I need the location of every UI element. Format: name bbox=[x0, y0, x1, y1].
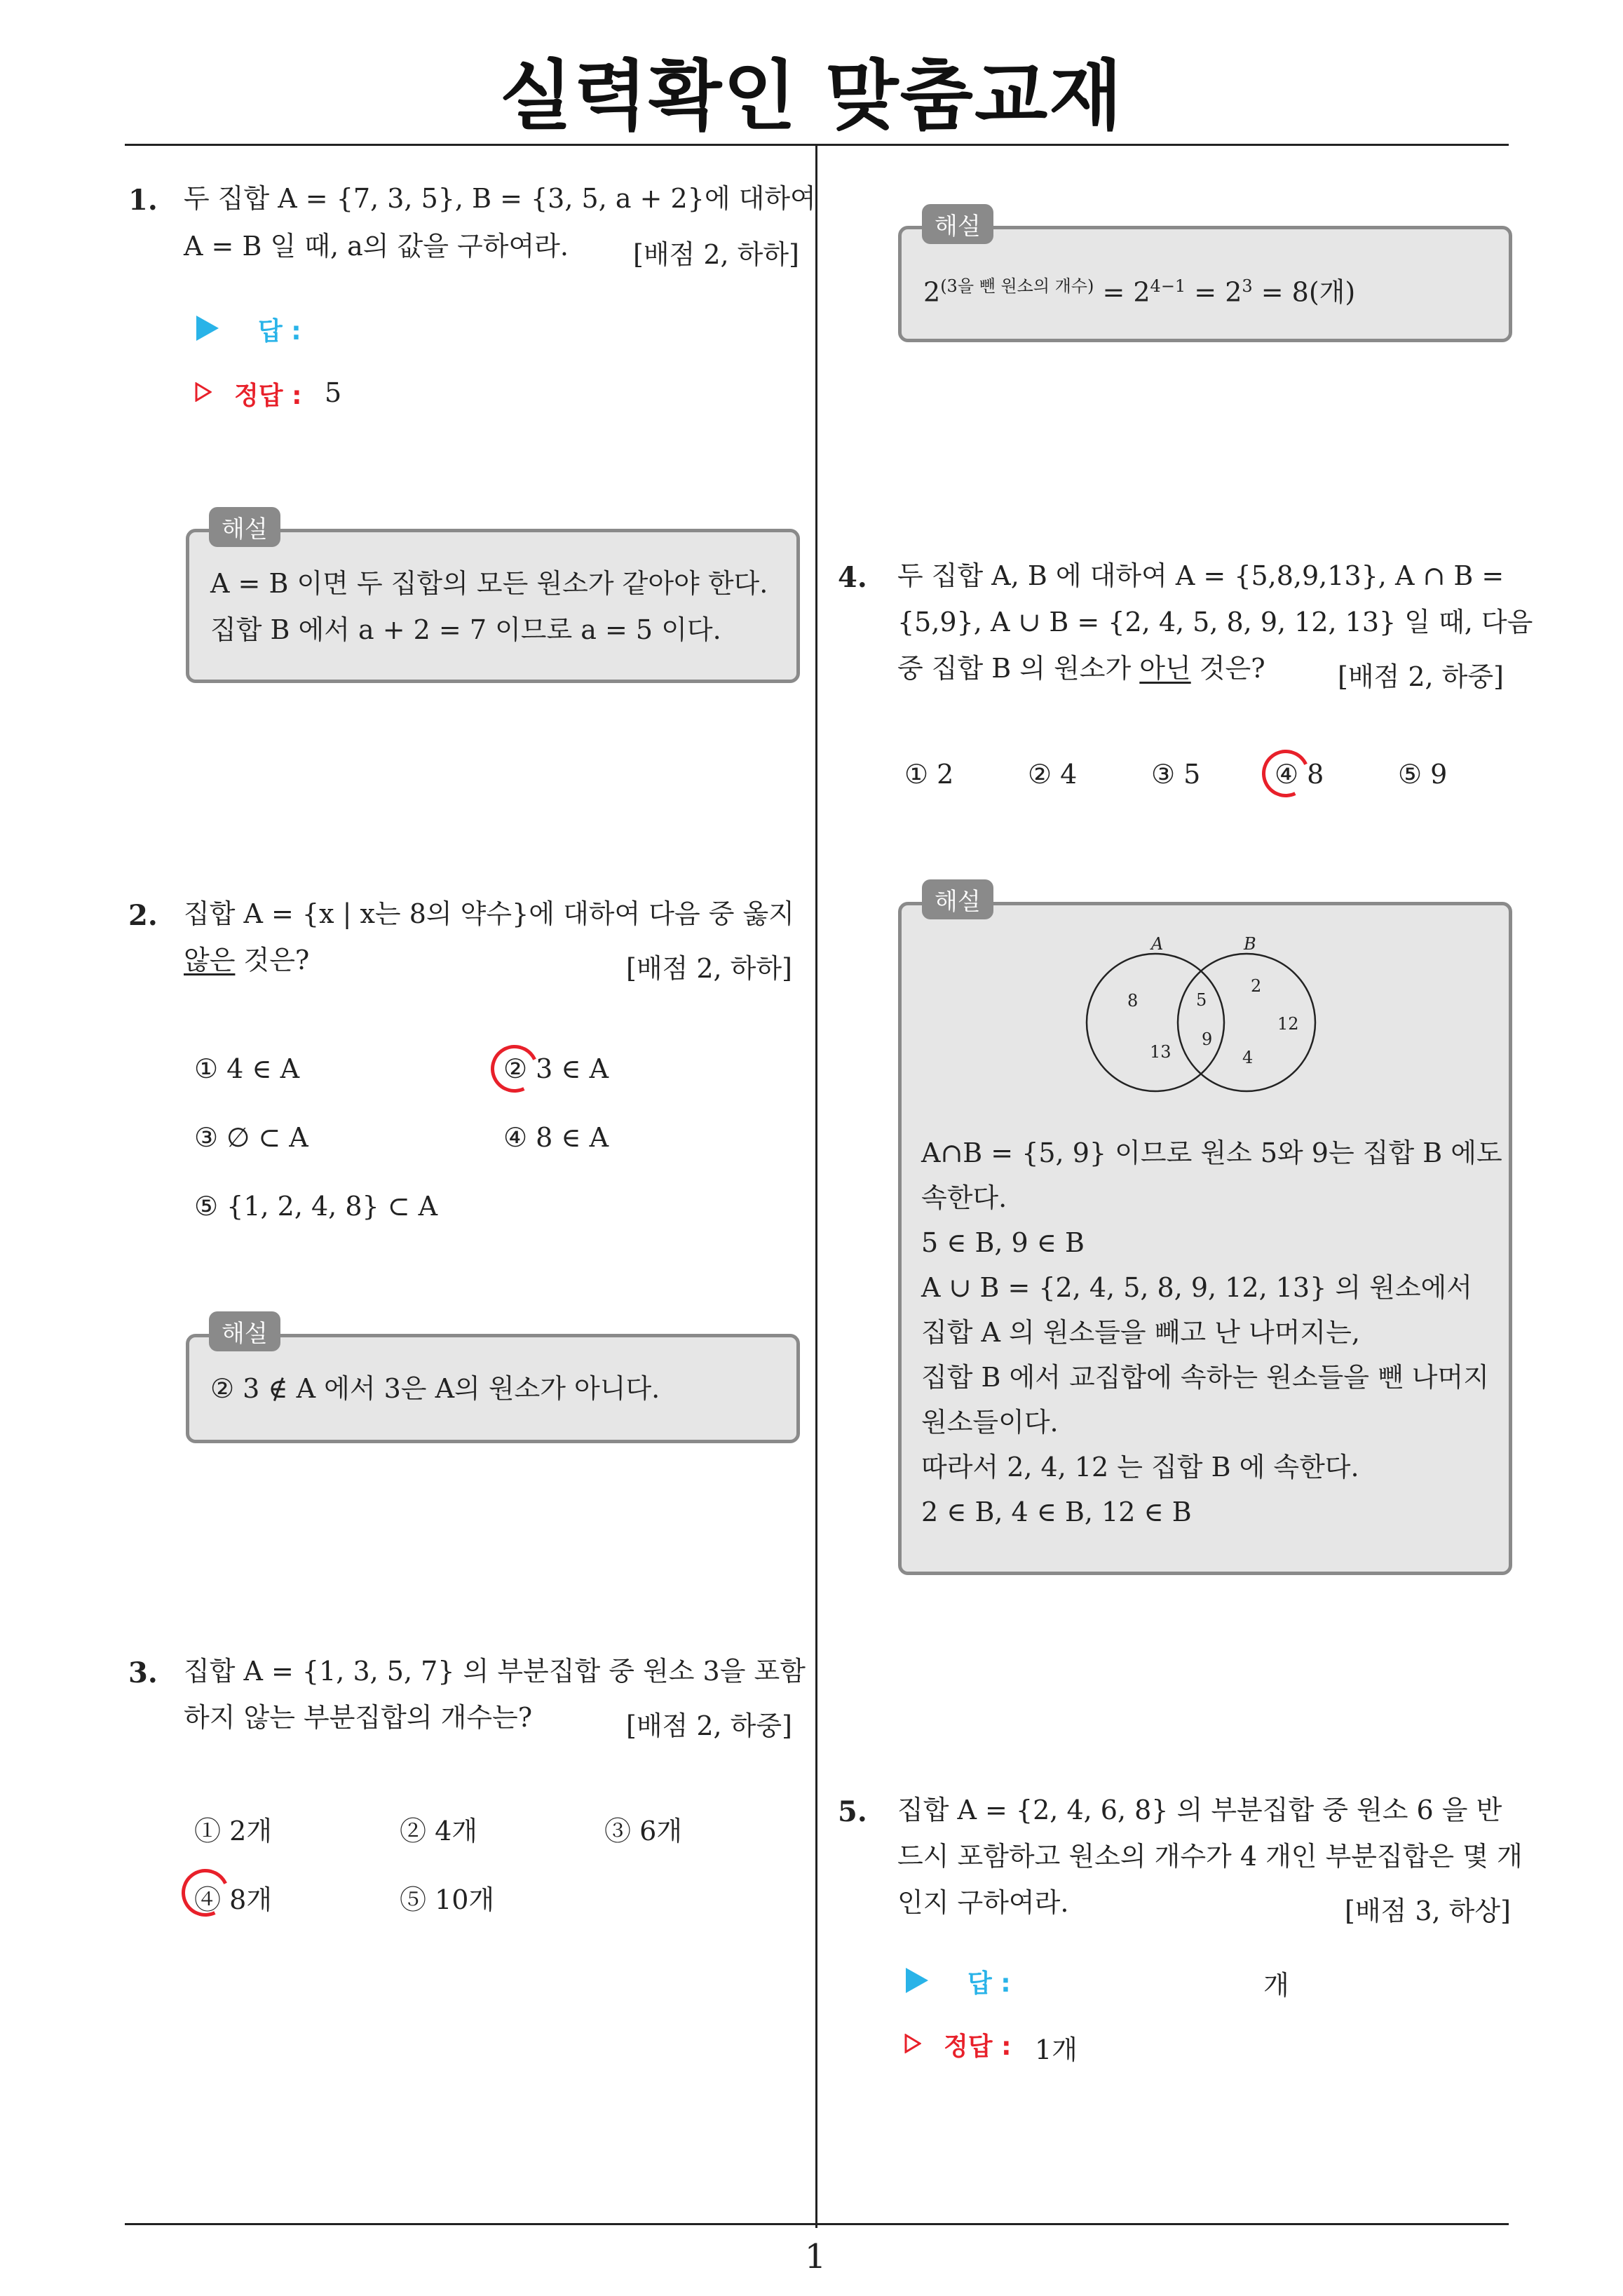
choice-4[interactable]: ④ 8개 bbox=[194, 1884, 272, 1915]
choice-2[interactable]: ② 4개 bbox=[400, 1816, 477, 1846]
question-text: 인지 구하여라. bbox=[897, 1887, 1069, 1918]
choice-4[interactable]: ④ 8 bbox=[1275, 759, 1324, 790]
question-text: 집합 A = {x | x는 8의 약수}에 대하여 다음 중 옳지 bbox=[184, 898, 794, 929]
explanation-line: A∩B = {5, 9} 이므로 원소 5와 9는 집합 B 에도 bbox=[921, 1137, 1502, 1168]
choice-2[interactable]: ② 4 bbox=[1028, 759, 1078, 790]
answer-mark-circle bbox=[1255, 743, 1316, 804]
venn-element: 5 bbox=[1196, 990, 1207, 1010]
explanation-line: A = B 이면 두 집합의 모든 원소가 같아야 한다. bbox=[210, 568, 768, 599]
question-number: 4. bbox=[838, 561, 867, 594]
choice-1[interactable]: ① 2 bbox=[904, 759, 954, 790]
choice-5[interactable]: ⑤ {1, 2, 4, 8} ⊂ A bbox=[194, 1191, 438, 1222]
choice-3[interactable]: ③ 6개 bbox=[604, 1816, 682, 1846]
explanation-line: A ∪ B = {2, 4, 5, 8, 9, 12, 13} 의 원소에서 bbox=[921, 1272, 1472, 1303]
correct-arrow-icon bbox=[904, 2034, 921, 2053]
venn-element: 4 bbox=[1242, 1048, 1254, 1067]
correct-value: 1개 bbox=[1035, 2034, 1078, 2065]
venn-element: 8 bbox=[1127, 991, 1139, 1011]
page-title: 실력확인 맞춤교재 bbox=[499, 53, 1124, 140]
explanation-line: ② 3 ∉ A 에서 3은 A의 원소가 아니다. bbox=[210, 1373, 660, 1404]
explanation-line: 속한다. bbox=[921, 1182, 1007, 1213]
venn-element: 13 bbox=[1150, 1042, 1172, 1062]
question-meta: [배점 2, 하중] bbox=[626, 1710, 792, 1741]
question-text: 중 집합 B 의 원소가 아닌 것은? bbox=[897, 653, 1265, 684]
explanation-tag: 해설 bbox=[209, 1311, 280, 1351]
explanation-tag: 해설 bbox=[209, 507, 280, 547]
choice-2[interactable]: ② 3 ∈ A bbox=[503, 1053, 609, 1084]
explanation-line: 따라서 2, 4, 12 는 집합 B 에 속한다. bbox=[921, 1452, 1359, 1483]
footer-rule bbox=[125, 2223, 1509, 2225]
correct-label: 정답 : bbox=[944, 2032, 1012, 2061]
venn-circle-a bbox=[1087, 954, 1224, 1091]
explanation-line: 2 ∈ B, 4 ∈ B, 12 ∈ B bbox=[921, 1497, 1192, 1527]
choice-1[interactable]: ① 4 ∈ A bbox=[194, 1053, 300, 1084]
explanation-line: 집합 A 의 원소들을 빼고 난 나머지는, bbox=[921, 1317, 1360, 1348]
question-text: 하지 않는 부분집합의 개수는? bbox=[184, 1702, 533, 1733]
question-text: 두 집합 A = {7, 3, 5}, B = {3, 5, a + 2}에 대하여 bbox=[184, 183, 816, 214]
venn-set-label-a: A bbox=[1151, 934, 1164, 954]
explanation-line: 5 ∈ B, 9 ∈ B bbox=[921, 1227, 1085, 1258]
explanation-tag: 해설 bbox=[922, 204, 993, 244]
question-meta: [배점 2, 하하] bbox=[626, 953, 792, 984]
question-meta: [배점 2, 하하] bbox=[633, 239, 799, 270]
question-text: 집합 A = {2, 4, 6, 8} 의 부분집합 중 원소 6 을 반 bbox=[897, 1795, 1502, 1825]
correct-value: 5 bbox=[325, 377, 342, 408]
question-text: 드시 포함하고 원소의 개수가 4 개인 부분집합은 몇 개 bbox=[897, 1841, 1523, 1872]
venn-element: 9 bbox=[1202, 1029, 1213, 1049]
venn-element: 2 bbox=[1251, 976, 1262, 996]
answer-arrow-icon bbox=[196, 316, 219, 341]
answer-unit: 개 bbox=[1263, 1970, 1289, 2001]
choice-5[interactable]: ⑤ 9 bbox=[1398, 759, 1448, 790]
venn-set-label-b: B bbox=[1244, 934, 1256, 954]
question-number: 2. bbox=[128, 899, 158, 932]
question-text: {5,9}, A ∪ B = {2, 4, 5, 8, 9, 12, 13} 일 때, 다음 bbox=[897, 607, 1533, 637]
question-meta: [배점 3, 하상] bbox=[1345, 1896, 1511, 1926]
question-meta: [배점 2, 하중] bbox=[1338, 661, 1504, 692]
question-number: 3. bbox=[128, 1656, 158, 1689]
page-number: 1 bbox=[804, 2237, 827, 2276]
answer-arrow-icon bbox=[906, 1968, 928, 1993]
explanation-line: 집합 B 에서 a + 2 = 7 이므로 a = 5 이다. bbox=[210, 614, 721, 645]
question-text: 두 집합 A, B 에 대하여 A = {5,8,9,13}, A ∩ B = bbox=[897, 560, 1505, 591]
column-divider bbox=[815, 145, 817, 2228]
choice-5[interactable]: ⑤ 10개 bbox=[400, 1884, 495, 1915]
choice-3[interactable]: ③ 5 bbox=[1151, 759, 1201, 790]
explanation-line: 집합 B 에서 교집합에 속하는 원소들을 뺀 나머지 bbox=[921, 1362, 1489, 1393]
choice-1[interactable]: ① 2개 bbox=[194, 1816, 272, 1846]
question-text: 집합 A = {1, 3, 5, 7} 의 부분집합 중 원소 3을 포함 bbox=[184, 1656, 806, 1687]
venn-element: 12 bbox=[1277, 1014, 1299, 1034]
explanation-line: 원소들이다. bbox=[921, 1407, 1059, 1438]
venn-diagram bbox=[1073, 933, 1339, 1101]
answer-label: 답 : bbox=[967, 1969, 1011, 1998]
question-number: 1. bbox=[128, 184, 158, 217]
question-text: A = B 일 때, a의 값을 구하여라. bbox=[184, 231, 569, 262]
question-number: 5. bbox=[838, 1795, 867, 1828]
explanation-tag: 해설 bbox=[922, 879, 993, 919]
correct-label: 정답 : bbox=[234, 381, 302, 410]
explanation-box bbox=[186, 529, 800, 683]
choice-3[interactable]: ③ ∅ ⊂ A bbox=[194, 1122, 308, 1153]
answer-label: 답 : bbox=[258, 317, 301, 346]
question-text: 않은 것은? bbox=[184, 945, 310, 975]
choice-4[interactable]: ④ 8 ∈ A bbox=[503, 1122, 609, 1153]
correct-arrow-icon bbox=[195, 382, 212, 402]
explanation-line: $2^{(3을 뺀 원소의 개수)} = 2^{4-1} = 2^3 = 8$(개) bbox=[923, 276, 1356, 308]
answer-mark-circle bbox=[484, 1038, 545, 1099]
